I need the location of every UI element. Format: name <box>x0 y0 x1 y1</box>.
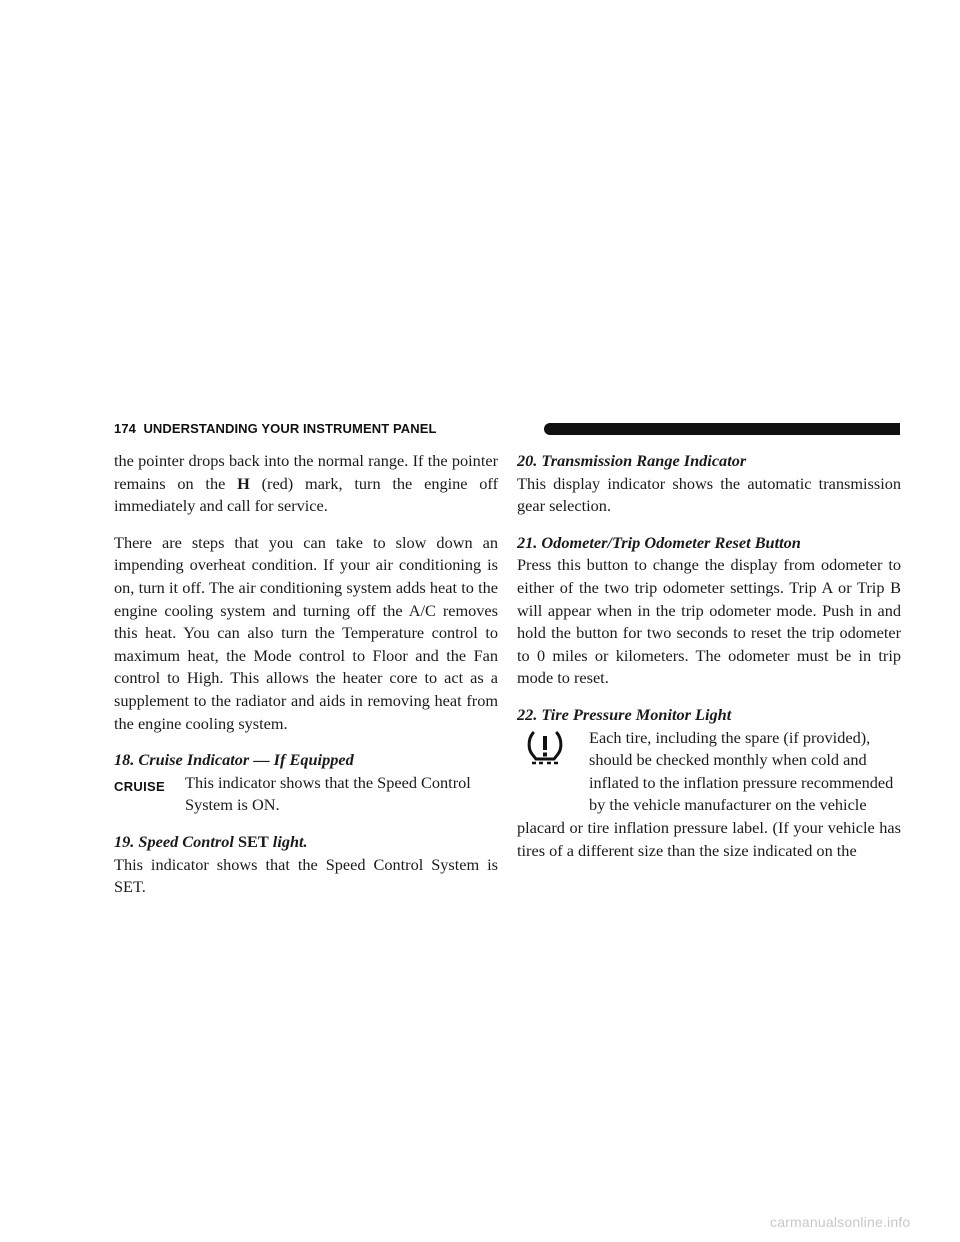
left-column <box>114 450 498 899</box>
watermark: carmanualsonline.info <box>770 1214 911 1230</box>
speed-control-text: This indicator shows that the Speed Control System is SET. <box>114 854 498 897</box>
transmission-range-text: This display indicator shows the automatic transmission gear selection. <box>517 473 901 516</box>
tire-pressure-text: Each tire, including the spare (if provided), should be checked monthly when cold and inflated to the inflation pressure recommended by the vehicle manufacturer on the vehicle placard or tire inflation pressure label. (If your vehicle has tires of a different size than the size indicated on the <box>517 727 901 860</box>
page-header <box>114 418 900 442</box>
section-title: UNDERSTANDING YOUR INSTRUMENT PANEL <box>143 421 437 436</box>
odometer-reset-text: Press this button to change the display from odometer to either of the two trip odometer settings. Trip A or Trip B will appear when in the trip odometer mode. Push in and hold the button for two seconds to reset the trip odometer to 0 miles or kilometers. The odometer must be in trip mode to reset. <box>517 555 901 688</box>
cruise-indicator-block <box>114 772 498 817</box>
tire-pressure-heading: 22. Tire Pressure Monitor Light <box>517 704 732 724</box>
page-number: 174 <box>114 421 136 436</box>
tire-pressure-warning-icon <box>527 729 563 765</box>
odometer-reset-heading: 21. Odometer/Trip Odometer Reset Button <box>517 532 801 552</box>
tire-pressure-block <box>517 727 901 863</box>
transmission-range-heading: 20. Transmission Range Indicator <box>517 451 747 470</box>
overheat-paragraph-1: the pointer drops back into the normal range. If the pointer remains on the H (red) mark, turn the engine off immediately and call for service. <box>114 451 498 516</box>
speed-control-heading: 19. Speed Control SET light. <box>114 831 308 851</box>
cruise-indicator-heading: 18. Cruise Indicator — If Equipped <box>114 750 354 770</box>
cruise-indicator-text: This indicator shows that the Speed Control System is ON. <box>185 772 471 815</box>
overheat-paragraph-2: There are steps that you can take to slow down an impending overheat condition. If your air conditioning is on, turn it off. The air conditioning system adds heat to the engine cooling system and turning off the A/C removes this heat. You can also turn the Temperature control to maximum heat, the Mode control to Floor and the Fan control to High. This allows the heater core to act as a supplement to the radiator and aids in removing heat from the engine cooling system. <box>114 532 498 733</box>
right-column <box>517 450 901 862</box>
page-header-text <box>114 421 437 436</box>
header-rule-bar <box>544 423 900 435</box>
cruise-icon: CRUISE <box>114 778 165 794</box>
